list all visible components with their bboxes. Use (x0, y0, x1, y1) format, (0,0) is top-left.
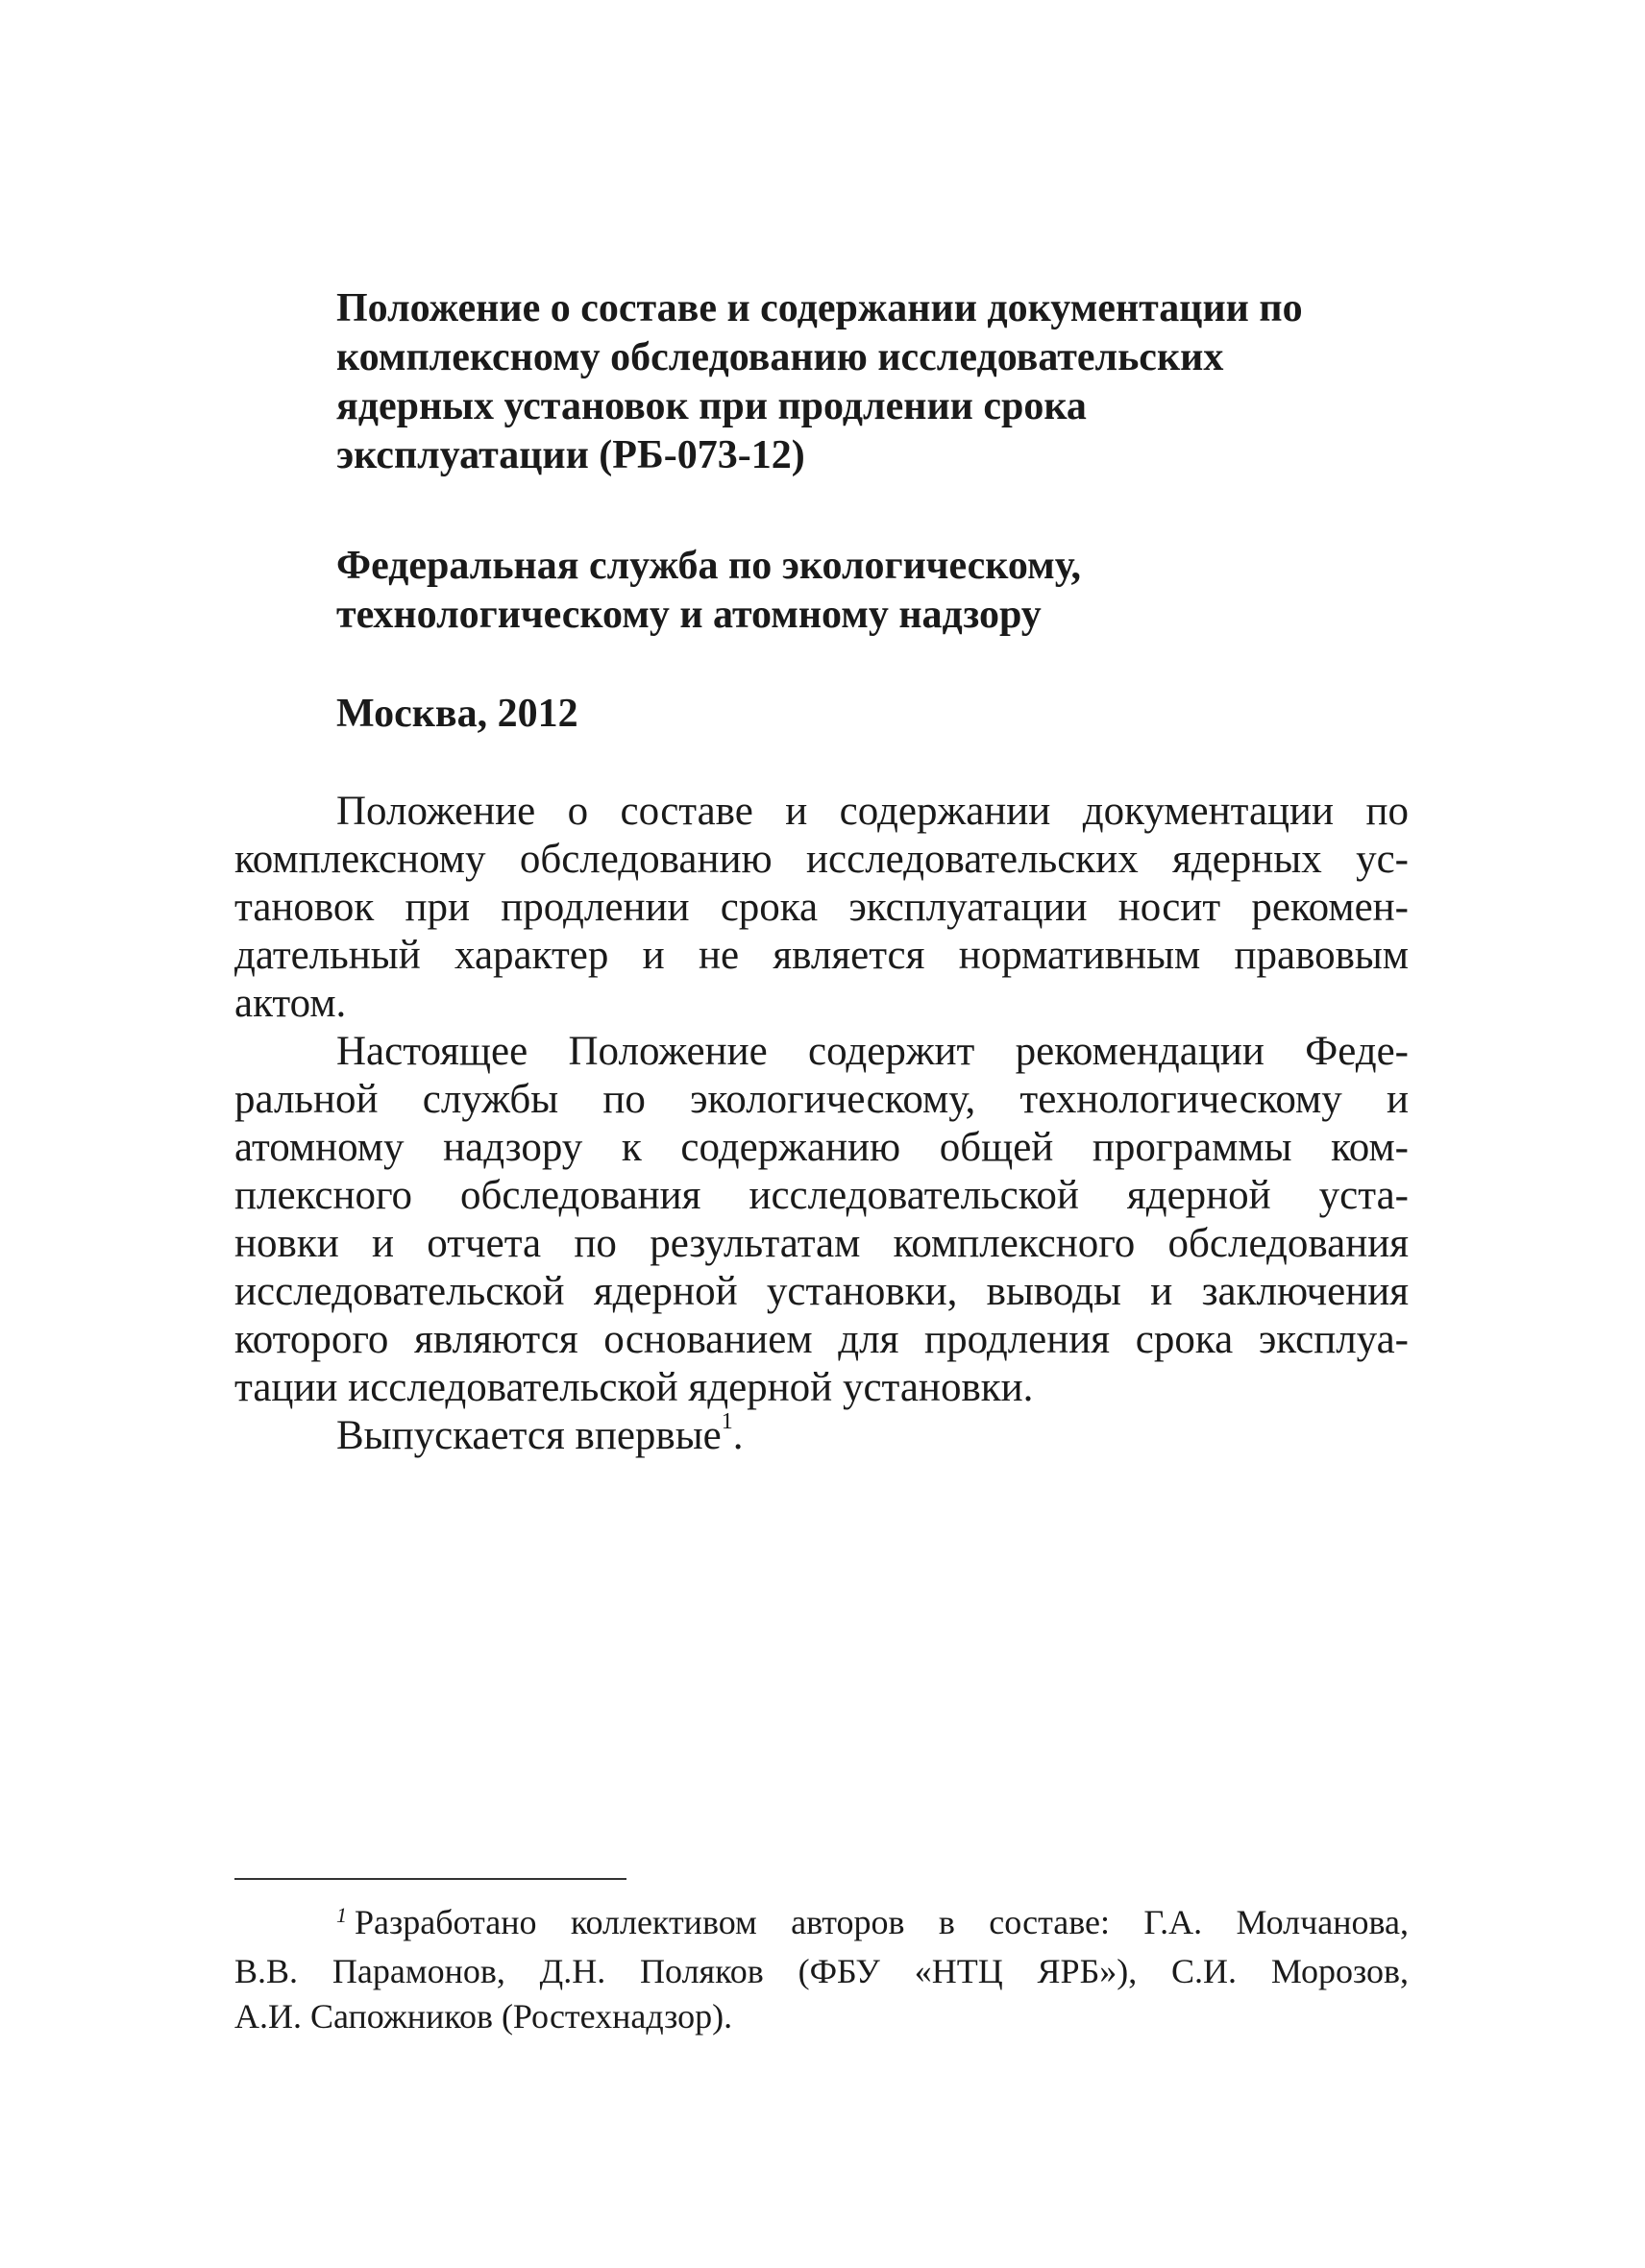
agency-line: технологическому и атомному надзору (336, 593, 1042, 637)
issuing-agency (336, 542, 1422, 640)
footnote-marker: 1 (336, 1903, 347, 1927)
title-line: Положение о составе и содержании документации по (336, 286, 1303, 330)
footnote-line: В.В. Парамонов, Д.Н. Поляков (ФБУ «НТЦ ЯРБ»), С.И. Морозов, (234, 1952, 1409, 1990)
title-line: эксплуатации (РБ-073-12) (336, 433, 805, 477)
text-line: комплексному обследованию исследовательских ядерных ус- (234, 837, 1409, 882)
text-line: тановок при продлении срока эксплуатации носит рекомен- (234, 885, 1409, 930)
footnote-divider (234, 1878, 626, 1880)
body-text (234, 788, 1409, 1460)
footnote (234, 1900, 1409, 2039)
footnote-line: А.И. Сапожников (Ростехнадзор). (234, 1997, 733, 2036)
document-title (336, 284, 1422, 480)
text-line: атомному надзору к содержанию общей программы ком- (234, 1125, 1409, 1170)
title-line: ядерных установок при продлении срока (336, 384, 1087, 428)
footnote-text: Разработано коллективом авторов в составе: Г.А. Молчанова, (355, 1903, 1409, 1941)
text-line: исследовательской ядерной установки, выводы и заключения (234, 1269, 1409, 1314)
text-line: ральной службы по экологическому, технологическому и (234, 1077, 1409, 1122)
paragraph-first-edition (234, 1408, 1409, 1460)
footnote-line (234, 1900, 1409, 1949)
text-line: которого являются основанием для продления срока эксплуа- (234, 1317, 1409, 1362)
sentence-end: . (732, 1413, 744, 1458)
paragraph-scope (234, 1028, 1409, 1412)
text-line: Настоящее Положение содержит рекомендации Феде- (336, 1029, 1409, 1074)
paragraph-status (234, 788, 1409, 1028)
text-line: тации исследовательской ядерной установки. (234, 1365, 1034, 1410)
text-line: Положение о составе и содержании документации по (336, 789, 1409, 834)
title-line: комплексному обследованию исследовательских (336, 335, 1224, 379)
agency-line: Федеральная служба по экологическому, (336, 544, 1082, 588)
text-line: плексного обследования исследовательской ядерной уста- (234, 1173, 1409, 1218)
text-line: дательный характер и не является нормативным правовым (234, 933, 1409, 978)
first-edition-text: Выпускается впервые (336, 1413, 722, 1458)
text-line: новки и отчета по результатам комплексного обследования (234, 1221, 1409, 1266)
place-and-year: Москва, 2012 (336, 692, 578, 736)
footnote-reference[interactable]: 1 (721, 1408, 733, 1434)
text-line (234, 1408, 1409, 1460)
text-line: актом. (234, 981, 347, 1026)
